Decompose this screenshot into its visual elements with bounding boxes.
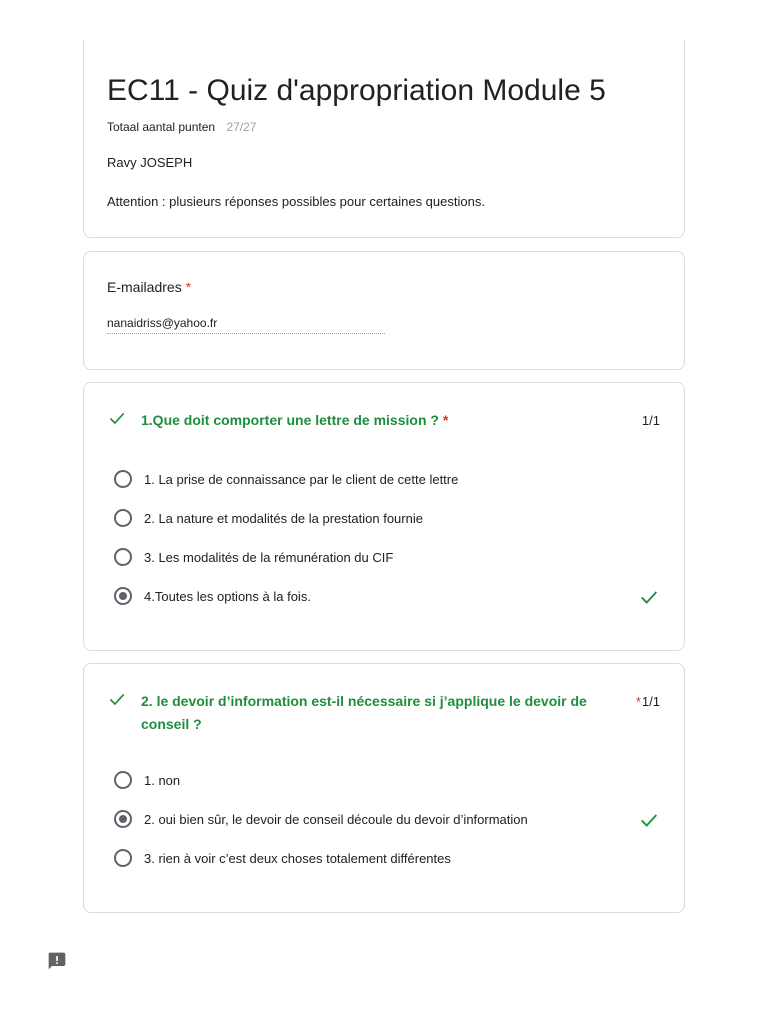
email-label: E-mailadres * [107,279,192,295]
question-title: 1.Que doit comporter une lettre de mission ? * [141,412,449,428]
respondent-name: Ravy JOSEPH [107,155,193,170]
answer-option-label: 2. oui bien sûr, le devoir de conseil découle du devoir d’information [144,812,528,827]
total-points [107,120,256,134]
radio-button[interactable] [114,509,132,527]
total-points-value: 27/27 [226,120,257,134]
answer-option-label: 4.Toutes les options à la fois. [144,589,311,604]
answer-option[interactable] [114,547,660,571]
email-field: nanaidriss@yahoo.fr [107,316,385,334]
checkmark-icon [638,586,660,608]
required-marker: * [185,279,192,295]
answer-option-selected[interactable] [114,809,660,833]
radio-button[interactable] [114,470,132,488]
question-card-1 [83,382,685,651]
radio-button[interactable] [114,548,132,566]
answer-option[interactable] [114,848,660,872]
answer-option[interactable] [114,508,660,532]
radio-button-selected[interactable] [114,810,132,828]
answer-option[interactable] [114,770,660,794]
checkmark-icon [638,809,660,831]
answer-option-label: 1. La prise de connaissance par le client de cette lettre [144,472,459,487]
answer-option-label: 1. non [144,773,181,788]
answer-option[interactable] [114,469,660,493]
email-card [83,251,685,370]
radio-button[interactable] [114,771,132,789]
form-notice: Attention : plusieurs réponses possibles pour certaines questions. [107,194,485,209]
required-marker: * [442,412,449,428]
answer-option-label: 3. Les modalités de la rémunération du CIF [144,550,394,565]
answer-option-label: 3. rien à voir c’est deux choses totalement différentes [144,851,451,866]
report-problem-icon[interactable] [47,951,67,971]
question-title: 2. le devoir d’information est-il nécessaire si j’applique le devoir de conseil ? [141,693,587,732]
answer-option-selected[interactable] [114,586,660,610]
form-header-card [83,40,685,238]
checkmark-icon [107,689,127,709]
radio-button[interactable] [114,849,132,867]
total-points-label: Totaal aantal punten [107,120,216,134]
radio-button-selected[interactable] [114,587,132,605]
question-card-2 [83,663,685,913]
question-score: *1/1 [635,694,660,709]
required-marker: * [635,694,641,709]
form-title: EC11 - Quiz d'appropriation Module 5 [107,74,606,107]
answer-option-label: 2. La nature et modalités de la prestation fournie [144,511,423,526]
checkmark-icon [107,408,127,428]
question-score: 1/1 [641,413,660,428]
